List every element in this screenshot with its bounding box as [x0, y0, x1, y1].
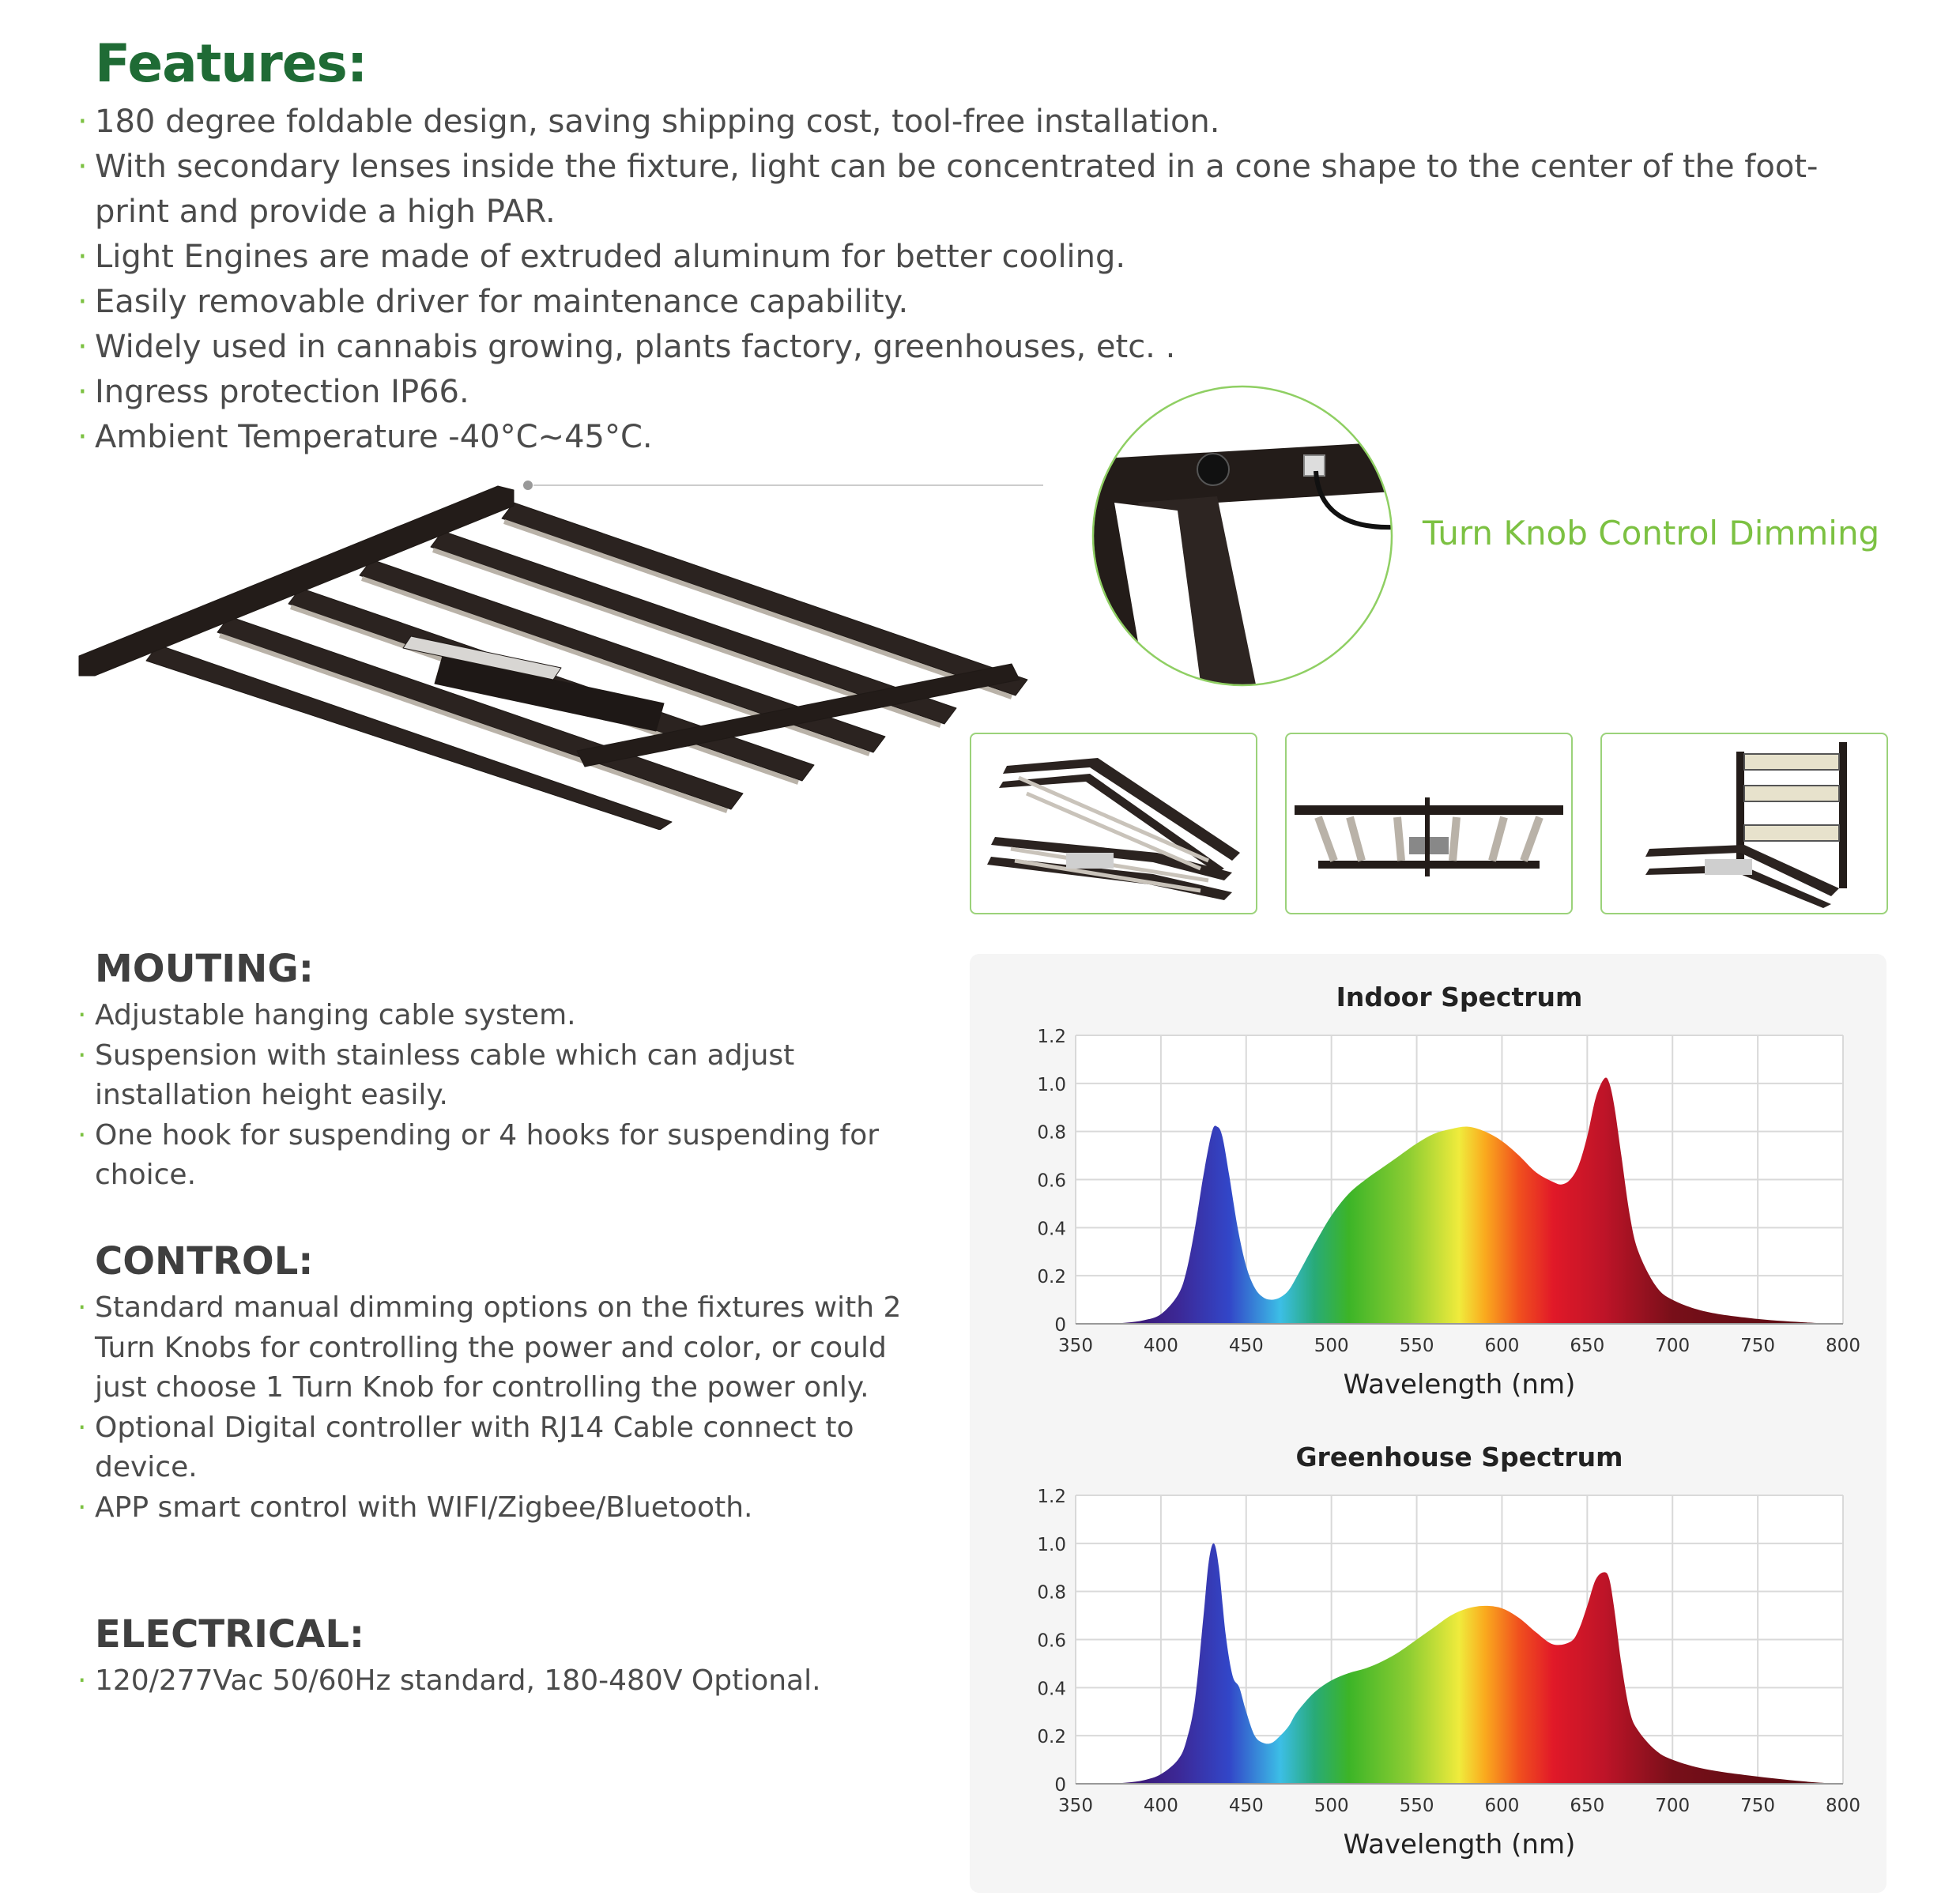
list-item: print and provide a high PAR.	[95, 194, 556, 230]
x-tick-label: 650	[1570, 1336, 1605, 1356]
bullet-icon: ·	[77, 419, 88, 455]
x-tick-label: 450	[1228, 1336, 1264, 1356]
list-item: · 180 degree foldable design, saving shipping cost, tool-free installation.	[95, 100, 1897, 145]
y-tick-label: 1.2	[1037, 1487, 1066, 1507]
fixture-upright-fold-icon	[1602, 734, 1886, 913]
fixture-illustration	[71, 466, 1043, 830]
bullet-icon: ·	[77, 1291, 87, 1324]
x-tick-label: 350	[1058, 1336, 1093, 1356]
x-tick-label: 600	[1484, 1796, 1520, 1816]
y-tick-label: 0	[1054, 1775, 1066, 1796]
knob-marker-icon	[523, 481, 533, 490]
x-tick-label: 550	[1399, 1796, 1434, 1816]
electrical-title: ELECTRICAL:	[95, 1612, 365, 1657]
bullet-icon: ·	[77, 284, 88, 320]
bullet-icon: ·	[77, 1118, 87, 1152]
bullet-icon: ·	[77, 999, 87, 1031]
y-tick-label: 0.8	[1037, 1122, 1066, 1144]
chart-title: Greenhouse Spectrum	[1295, 1442, 1623, 1472]
y-tick-label: 1.2	[1037, 1027, 1066, 1047]
y-tick-label: 1.0	[1037, 1534, 1066, 1555]
list-item: · Ingress protection IP66.	[95, 370, 1897, 415]
fold-thumbnail-upright	[1600, 733, 1888, 914]
x-tick-label: 500	[1314, 1336, 1349, 1356]
knob-icon	[1197, 454, 1229, 485]
spectrum-charts	[970, 954, 1886, 1893]
y-tick-label: 0.2	[1037, 1727, 1066, 1748]
x-tick-label: 800	[1826, 1336, 1860, 1356]
x-tick-label: 800	[1826, 1796, 1860, 1816]
list-item: · Light Engines are made of extruded aluminum for better cooling.	[95, 235, 1897, 280]
spectrum-chart-panel	[970, 954, 1886, 1893]
bullet-icon: ·	[77, 1491, 87, 1524]
y-tick-label: 0	[1054, 1315, 1066, 1336]
bullet-icon: ·	[77, 374, 88, 410]
y-tick-label: 0.4	[1037, 1219, 1066, 1240]
control-list	[77, 1288, 933, 1528]
list-item: · APP smart control with WIFI/Zigbee/Bluetooth.	[95, 1488, 933, 1528]
x-tick-label: 700	[1655, 1796, 1690, 1816]
spectrum-chart-0	[1037, 982, 1860, 1400]
chart-title: Indoor Spectrum	[1336, 982, 1583, 1012]
x-tick-label: 750	[1740, 1796, 1776, 1816]
fixture-flat-side-icon	[1287, 734, 1571, 913]
list-item: · Suspension with stainless cable which can adjust installation height easily.	[95, 1036, 933, 1116]
y-tick-label: 0.6	[1037, 1170, 1066, 1192]
features-title: Features:	[95, 33, 368, 94]
fold-thumbnail-half	[970, 733, 1257, 914]
x-tick-label: 450	[1228, 1796, 1264, 1816]
x-tick-label: 750	[1740, 1336, 1776, 1356]
list-item: · Optional Digital controller with RJ14 Cable connect to device.	[95, 1408, 933, 1488]
x-tick-label: 400	[1143, 1796, 1178, 1816]
bullet-icon: ·	[77, 1664, 87, 1697]
spectrum-chart-1	[1037, 1442, 1860, 1860]
list-item: · With secondary lenses inside the fixture, light can be concentrated in a cone shape to the center of the foot-	[95, 145, 1897, 190]
list-item: · One hook for suspending or 4 hooks for suspending for choice.	[95, 1116, 933, 1196]
x-tick-label: 550	[1399, 1336, 1434, 1356]
knob-zoom-illustration	[1091, 384, 1395, 688]
list-item: · Widely used in cannabis growing, plants factory, greenhouses, etc. .	[95, 325, 1897, 370]
mounting-title: MOUTING:	[95, 947, 314, 991]
x-tick-label: 650	[1570, 1796, 1605, 1816]
list-item: · Adjustable hanging cable system.	[95, 996, 933, 1036]
mounting-list	[77, 996, 933, 1196]
y-tick-label: 0.2	[1037, 1267, 1066, 1288]
x-tick-label: 600	[1484, 1336, 1520, 1356]
y-tick-label: 1.0	[1037, 1074, 1066, 1095]
x-axis-label: Wavelength (nm)	[1343, 1369, 1576, 1400]
bullet-icon: ·	[77, 104, 88, 140]
list-item: · Standard manual dimming options on the fixtures with 2 Turn Knobs for controlling the power and color, or could just choose 1 Turn Knob for controlling the power only.	[95, 1288, 933, 1408]
x-axis-label: Wavelength (nm)	[1343, 1829, 1576, 1860]
fixture-half-folded-icon	[971, 734, 1256, 913]
y-tick-label: 0.6	[1037, 1630, 1066, 1652]
features-list	[77, 100, 1897, 460]
y-tick-label: 0.4	[1037, 1679, 1066, 1700]
x-tick-label: 500	[1314, 1796, 1349, 1816]
fold-thumbnail-flat	[1285, 733, 1573, 914]
control-title: CONTROL:	[95, 1239, 314, 1283]
list-item: · Easily removable driver for maintenance capability.	[95, 280, 1897, 325]
x-tick-label: 350	[1058, 1796, 1093, 1816]
list-item: · 120/277Vac 50/60Hz standard, 180-480V Optional.	[95, 1661, 933, 1702]
bullet-icon: ·	[77, 239, 88, 275]
x-tick-label: 400	[1143, 1336, 1178, 1356]
knob-control-label: Turn Knob Control Dimming	[1423, 514, 1880, 552]
bullet-icon: ·	[77, 1411, 87, 1444]
electrical-list	[77, 1661, 933, 1702]
y-tick-label: 0.8	[1037, 1582, 1066, 1604]
bullet-icon: ·	[77, 329, 88, 365]
list-item: · Ambient Temperature -40°C~45°C.	[95, 415, 1897, 460]
x-tick-label: 700	[1655, 1336, 1690, 1356]
bullet-icon: ·	[77, 149, 88, 185]
bullet-icon: ·	[77, 1038, 87, 1072]
